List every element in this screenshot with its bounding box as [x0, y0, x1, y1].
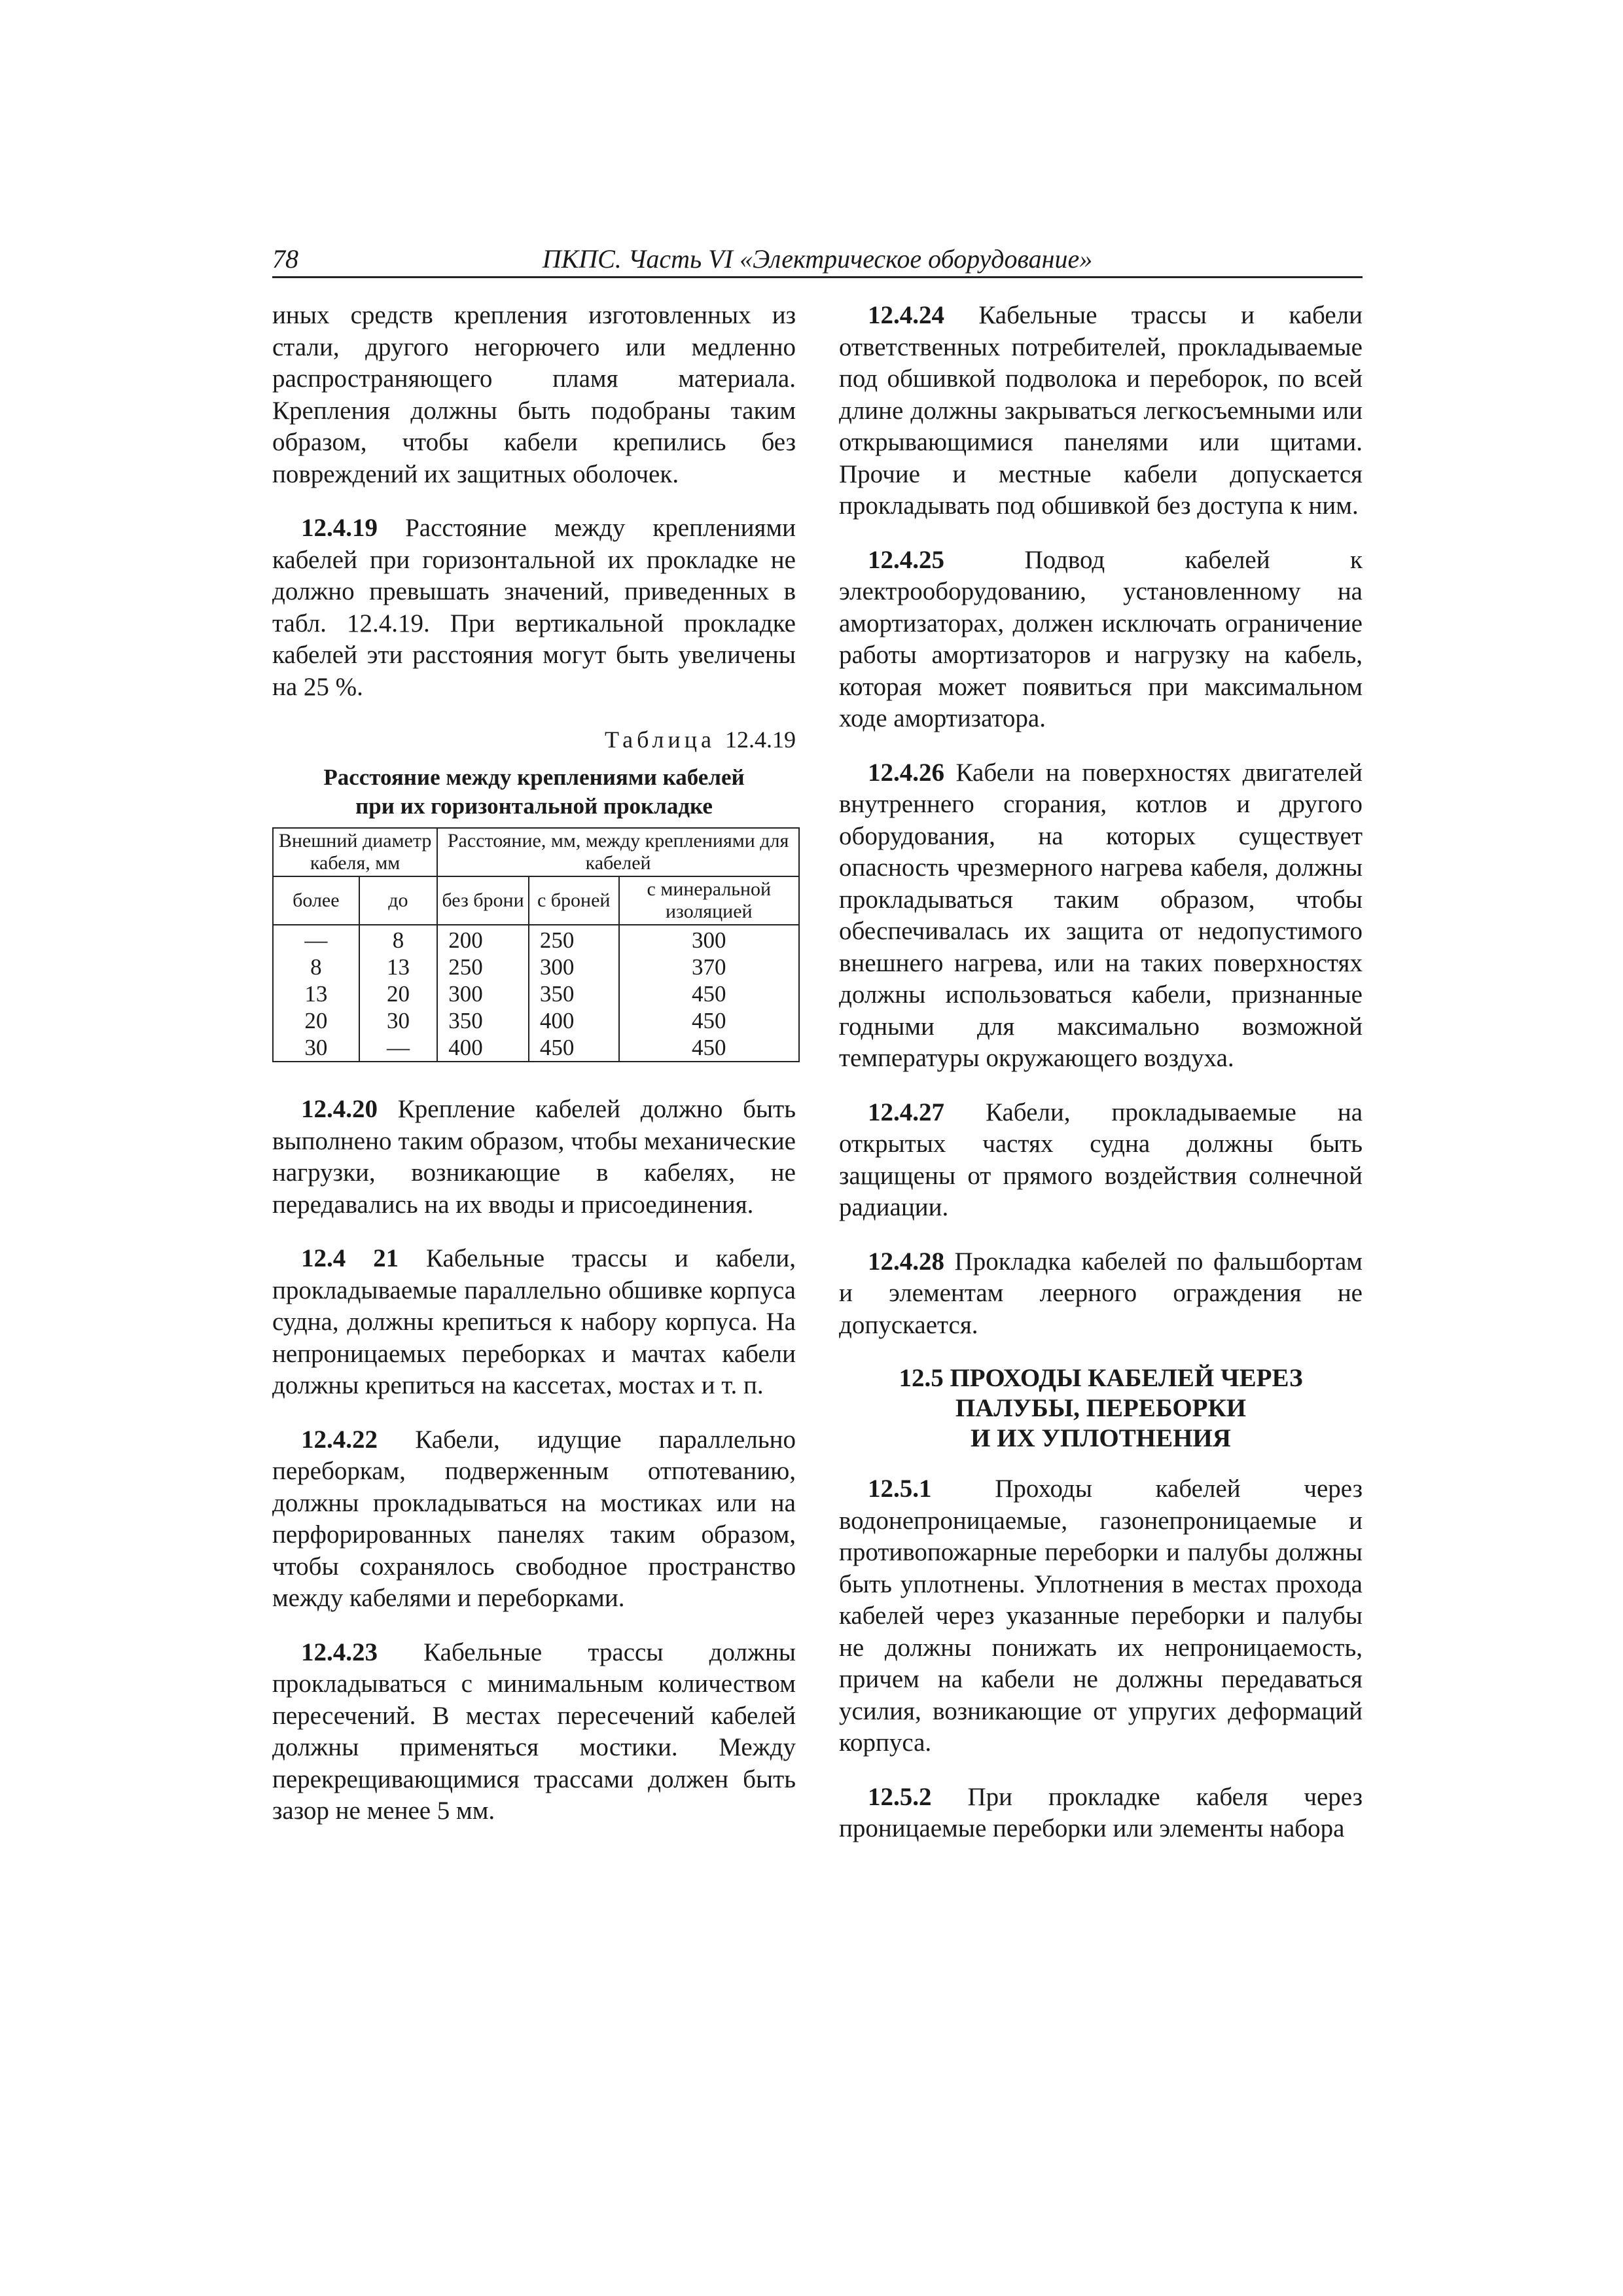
table-cell: 250 [437, 954, 529, 980]
clause-number: 12.4.23 [301, 1638, 378, 1666]
table-cell: 8 [359, 925, 438, 954]
clause-number: 12.4.27 [868, 1098, 944, 1126]
clause-number: 12.4.25 [868, 545, 944, 574]
clause-number: 12.5.1 [868, 1475, 932, 1503]
clause-text: Подвод кабелей к электрооборудованию, установленному на амортизаторах, должен исключать ограничение работы амортизаторов и нагрузку на кабель, которая может появиться при максимальном ходе амортизатора. [839, 545, 1363, 732]
clause-text: Кабельные трассы и кабели, прокладываемые параллельно обшивке корпуса судна, должны крепиться к набору корпуса. На непроницаемых переборках и мачтах кабели должны крепиться на кассетах, мостах и т. п. [272, 1244, 796, 1399]
table-cell: 350 [529, 980, 619, 1007]
table-title-line: Расстояние между креплениями кабелей [323, 764, 745, 790]
table-cell: 13 [359, 954, 438, 980]
clause-number: 12.4 21 [301, 1244, 399, 1272]
paragraph-12-5-1 [839, 1473, 1363, 1759]
table-cell: 300 [529, 954, 619, 980]
section-heading-line: И ИХ УПЛОТНЕНИЯ [971, 1424, 1231, 1452]
clause-text: Кабели, прокладываемые на открытых частях судна должны быть защищены от прямого воздействия солнечной радиации. [839, 1098, 1363, 1221]
table-cell: 450 [529, 1034, 619, 1062]
paragraph-12-4-27 [839, 1097, 1363, 1224]
table-cell: 350 [437, 1007, 529, 1034]
page-header [272, 243, 1363, 278]
clause-text: Кабели, идущие параллельно переборкам, подверженным отпотеванию, должны прокладываться на мостиках или на перфорированных панелях таким образом, чтобы сохранялось свободное пространство между кабелями и переборками. [272, 1425, 796, 1612]
table-cell: 20 [273, 1007, 359, 1034]
paragraph-continued: иных средств крепления изготовленных из стали, другого негорючего или медленно распространяющего пламя материала. Крепления должны быть подобраны таким образом, чтобы кабели крепились без повреждений их защитных оболочек. [272, 301, 796, 488]
paragraph-12-4-19 [272, 512, 796, 703]
paragraph-12-4-24 [839, 300, 1363, 522]
table-row [273, 1007, 799, 1034]
page-number: 78 [272, 244, 298, 274]
table-title [272, 763, 796, 821]
section-heading-line: ПАЛУБЫ, ПЕРЕБОРКИ [955, 1394, 1247, 1422]
paragraph-12-4-26 [839, 757, 1363, 1075]
clause-number: 12.4.20 [301, 1095, 378, 1123]
paragraph-12-4-21 [272, 1243, 796, 1402]
clause-number: 12.5.2 [868, 1782, 932, 1811]
table-cell: 20 [359, 980, 438, 1007]
paragraph-12-4-22 [272, 1424, 796, 1615]
table-cell: 250 [529, 925, 619, 954]
clause-text: Кабельные трассы должны прокладываться с минимальным количеством пересечений. В местах пересечений кабелей должны применяться мостики. Между перекрещивающимися трассами должен быть зазор не менее 5 мм. [272, 1638, 796, 1825]
header-armor: с броней [529, 876, 619, 925]
running-title: ПКПС. Часть VI «Электрическое оборудование» [542, 244, 1093, 274]
spacing-table [272, 827, 800, 1062]
table-title-line: при их горизонтальной прокладке [355, 793, 713, 819]
header-outer-diameter: Внешний диаметр кабеля, мм [273, 828, 437, 876]
clause-number: 12.4.28 [868, 1247, 944, 1276]
table-label: Таблица [605, 726, 715, 753]
table-cell: 30 [273, 1034, 359, 1062]
table-row [273, 1034, 799, 1062]
paragraph-12-4-23 [272, 1637, 796, 1827]
table-cell: — [359, 1034, 438, 1062]
table-number: 12.4.19 [725, 726, 796, 753]
clause-text: Крепление кабелей должно быть выполнено таким образом, чтобы механические нагрузки, возникающие в кабелях, не передавались на их вводы и присоединения. [272, 1095, 796, 1219]
table-cell: 450 [619, 1007, 799, 1034]
header-mineral: с минеральной изоляцией [619, 876, 799, 925]
table-cell: 13 [273, 980, 359, 1007]
table-cell: 30 [359, 1007, 438, 1034]
paragraph-12-4-28 [839, 1246, 1363, 1342]
table-cell: 450 [619, 1034, 799, 1062]
table-caption [272, 725, 796, 754]
header-no-armor: без брони [437, 876, 529, 925]
clause-text: Кабели на поверхностях двигателей внутреннего сгорания, котлов и другого оборудования, на которых существует опасность чрезмерного нагрева кабеля, должны прокладываться таким образом, чтобы обеспечивалась их защита от недопустимого внешнего нагрева, или на таких поверхностях должны использоваться кабели, признанные годными для максимально возможной температуры окружающего воздуха. [839, 758, 1363, 1072]
table-cell: 400 [437, 1034, 529, 1062]
clause-number: 12.4.22 [301, 1425, 378, 1454]
table-cell: 450 [619, 980, 799, 1007]
right-column [839, 300, 1363, 1867]
section-heading-line: 12.5 ПРОХОДЫ КАБЕЛЕЙ ЧЕРЕЗ [899, 1364, 1303, 1392]
clause-text: Проходы кабелей через водонепроницаемые, газонепроницаемые и противопожарные переборки и палубы должны быть уплотнены. Уплотнения в местах прохода кабелей через указанные переборки и палубы не должны понижать их непроницаемость, причем на кабели не должны передаваться усилия, возникающие от упругих деформаций корпуса. [839, 1475, 1363, 1757]
table-cell: 300 [619, 925, 799, 954]
paragraph-12-4-20 [272, 1094, 796, 1221]
clause-text: Кабельные трассы и кабели ответственных потребителей, прокладываемые под обшивкой подволока и переборок, по всей длине должны закрываться легкосъемными или открывающимися панелями или щитами. Прочие и местные кабели допускается прокладывать под обшивкой без доступа к ним. [839, 301, 1363, 520]
table-cell: 400 [529, 1007, 619, 1034]
clause-text: Расстояние между креплениями кабелей при горизонтальной их прокладке не должно превышать значений, приведенных в табл. 12.4.19. При вертикальной прокладке кабелей эти расстояния могут быть увеличены на 25 %. [272, 514, 796, 701]
clause-text: При прокладке кабеля через проницаемые переборки или элементы набора [839, 1782, 1363, 1842]
table-cell: 200 [437, 925, 529, 954]
table-row [273, 925, 799, 954]
left-column [272, 300, 796, 1850]
paragraph-12-4-25 [839, 545, 1363, 735]
section-heading [839, 1363, 1363, 1454]
paragraph-12-5-2 [839, 1782, 1363, 1845]
clause-text: Прокладка кабелей по фальшбортам и элементам леерного ограждения не допускается. [839, 1247, 1363, 1339]
header-distance: Расстояние, мм, между креплениями для кабелей [437, 828, 799, 876]
clause-number: 12.4.19 [301, 514, 378, 542]
header-upto: до [359, 876, 438, 925]
table-cell: — [273, 925, 359, 954]
table-cell: 370 [619, 954, 799, 980]
clause-number: 12.4.26 [868, 758, 944, 787]
table-row [273, 954, 799, 980]
table-cell: 300 [437, 980, 529, 1007]
clause-number: 12.4.24 [868, 301, 944, 329]
table-cell: 8 [273, 954, 359, 980]
header-more: более [273, 876, 359, 925]
table-row [273, 980, 799, 1007]
